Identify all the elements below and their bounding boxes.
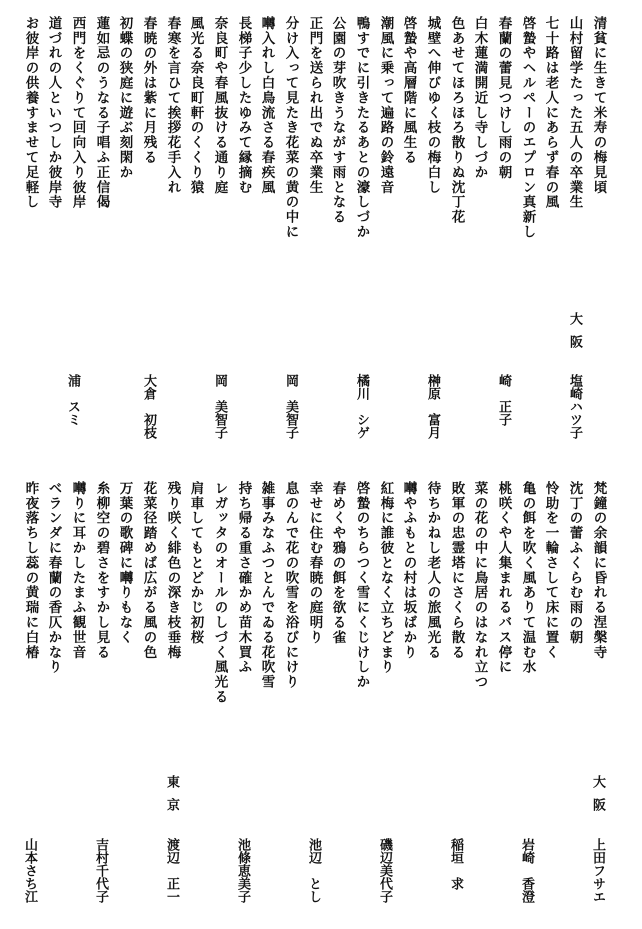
poem-bottom-9: 囀やふもとの村は坂ばかり: [400, 481, 417, 660]
author-bottom-7: 渡辺 正一: [164, 838, 179, 903]
poem-top-5: 春蘭の蕾見つけし雨の朝: [495, 16, 512, 180]
author-top-7: 大倉 初枝: [141, 374, 156, 439]
poem-bottom-21: 万葉の歌碑に囀りもなく: [116, 481, 133, 645]
poem-top-6: 白木蓮満開近し寺しづか: [471, 16, 488, 180]
poem-top-9: 啓蟄や高層階に風生る: [400, 16, 417, 165]
author-top-3: 榊原 富月: [425, 374, 440, 439]
poem-bottom-11: 啓蟄のちらつく雪にくじけしか: [353, 481, 370, 690]
author-bottom-3: 稲垣 求: [448, 838, 463, 890]
poem-top-3: 七十路は老人にあらず春の風: [542, 16, 559, 210]
poem-top-7: 色あせてほろほろ散りぬ沈丁花: [448, 16, 465, 225]
author-top-5: 岡 美智子: [283, 374, 298, 439]
poem-bottom-8: 待ちかねし老人の旅風光る: [424, 481, 441, 660]
poem-top-24: 道づれの人といつしか彼岸寺: [45, 16, 62, 210]
poem-top-12: 公園の芽吹きうながす雨となる: [329, 16, 346, 225]
poem-top-22: 蓮如忌のうなる子唱ふ正信偈: [93, 16, 110, 210]
poem-bottom-22: 糸柳空の碧さをすかし見る: [93, 481, 110, 660]
poem-top-13: 正門を送られ出でぬ卒業生: [306, 16, 323, 195]
author-bottom-6: 池條恵美子: [235, 838, 250, 903]
poem-bottom-7: 敗軍の忠霊塔にさくら散る: [448, 481, 465, 660]
poem-bottom-6: 菜の花の中に鳥居のはなれ立つ: [471, 481, 488, 690]
poem-bottom-10: 紅梅に誰彼となく立ちどまり: [377, 481, 394, 675]
poem-top-19: 春寒を言ひて挨拶花手入れ: [164, 16, 181, 195]
author-bottom-5: 池辺 とし: [306, 838, 321, 903]
poem-top-23: 西門をくぐりて回向入り彼岸: [69, 16, 86, 210]
poem-bottom-18: 肩車してもとどかじ初桜: [187, 481, 204, 645]
poem-bottom-19: 残り咲く緋色の深き枝垂梅: [164, 481, 181, 660]
poem-bottom-15: 雑事みなふつとんでゐる花吹雪: [258, 481, 275, 690]
poem-bottom-4: 亀の餌を吹く風ありて温む水: [519, 481, 536, 675]
poem-top-11: 鴨すでに引きたるあとの濠しづか: [353, 16, 370, 240]
poem-top-15: 囀入れし白鳥流さる春疾風: [258, 16, 275, 195]
poem-bottom-24: ベランダに春蘭の香仄かなり: [45, 481, 62, 675]
poem-bottom-23: 囀りに耳かしたまふ観世音: [69, 481, 86, 660]
author-top-8: 浦 スミ: [65, 374, 80, 426]
author-top-4: 橘川 シゲ: [354, 374, 369, 439]
poem-bottom-13: 幸せに住む春暁の庭明り: [306, 481, 323, 645]
poem-bottom-1: 梵鐘の余韻に昏れる涅槃寺: [590, 481, 607, 660]
poem-bottom-3: 怜助を一輪さして床に置く: [542, 481, 559, 660]
poem-top-17: 奈良町や春風抜ける通り庭: [211, 16, 228, 195]
poem-top-8: 城壁へ伸びゆく枝の梅白し: [424, 16, 441, 195]
place-label-tokyo: 東京: [164, 775, 179, 821]
poem-top-14: 分け入って見たき花菜の黄の中に: [282, 16, 299, 240]
poem-top-10: 潮風に乗って遍路の鈴遠音: [377, 16, 394, 195]
poem-bottom-16: 持ち帰る重さ確かめ苗木買ふ: [235, 481, 252, 675]
poem-bottom-14: 息のんで花の吹雪を浴びにけり: [282, 481, 299, 690]
poem-top-20: 春暁の外は紫に月残る: [140, 16, 157, 165]
poem-top-25: お彼岸の供養すませて足軽し: [22, 16, 39, 210]
place-label-osaka-bottom: 大阪: [590, 775, 605, 821]
poem-top-4: 啓蟄やヘルペーのエプロン真新し: [519, 16, 536, 240]
author-bottom-2: 岩崎 香澄: [519, 838, 534, 903]
place-label-osaka-top: 大阪: [567, 312, 582, 358]
poem-bottom-5: 桃咲くや人集まれるバス停に: [495, 481, 512, 675]
author-bottom-9: 山本さち江: [22, 838, 37, 903]
poem-bottom-17: レガッタのオールのしづく風光る: [211, 481, 228, 705]
poem-bottom-12: 春めくや鴉の餌を欲る雀: [329, 481, 346, 645]
author-bottom-8: 吉村千代子: [93, 838, 108, 903]
author-top-6: 岡 美智子: [212, 374, 227, 439]
author-top-2: 崎 正子: [496, 374, 511, 426]
poem-bottom-25: 昨夜落ちし蕊の黄瑞に白椿: [22, 481, 39, 660]
poem-top-1: 清貧に生きて米寿の梅見頃: [590, 16, 607, 195]
author-bottom-4: 磯辺美代子: [377, 838, 392, 903]
poem-top-18: 風光る奈良町軒のくくり猿: [187, 16, 204, 195]
poem-top-2: 山村留学たった五人の卒業生: [566, 16, 583, 210]
poem-bottom-20: 花菜径踏めば広がる風の色: [140, 481, 157, 660]
poem-top-21: 初蝶の狭庭に遊ぶ刻閑か: [116, 16, 133, 180]
poem-top-16: 長梯子少したゆみて縁摘む: [235, 16, 252, 195]
poem-bottom-2: 沈丁の蕾ふくらむ雨の朝: [566, 481, 583, 645]
author-top-1: 塩崎ハツ子: [567, 374, 582, 439]
author-bottom-1: 上田フサエ: [590, 838, 605, 903]
